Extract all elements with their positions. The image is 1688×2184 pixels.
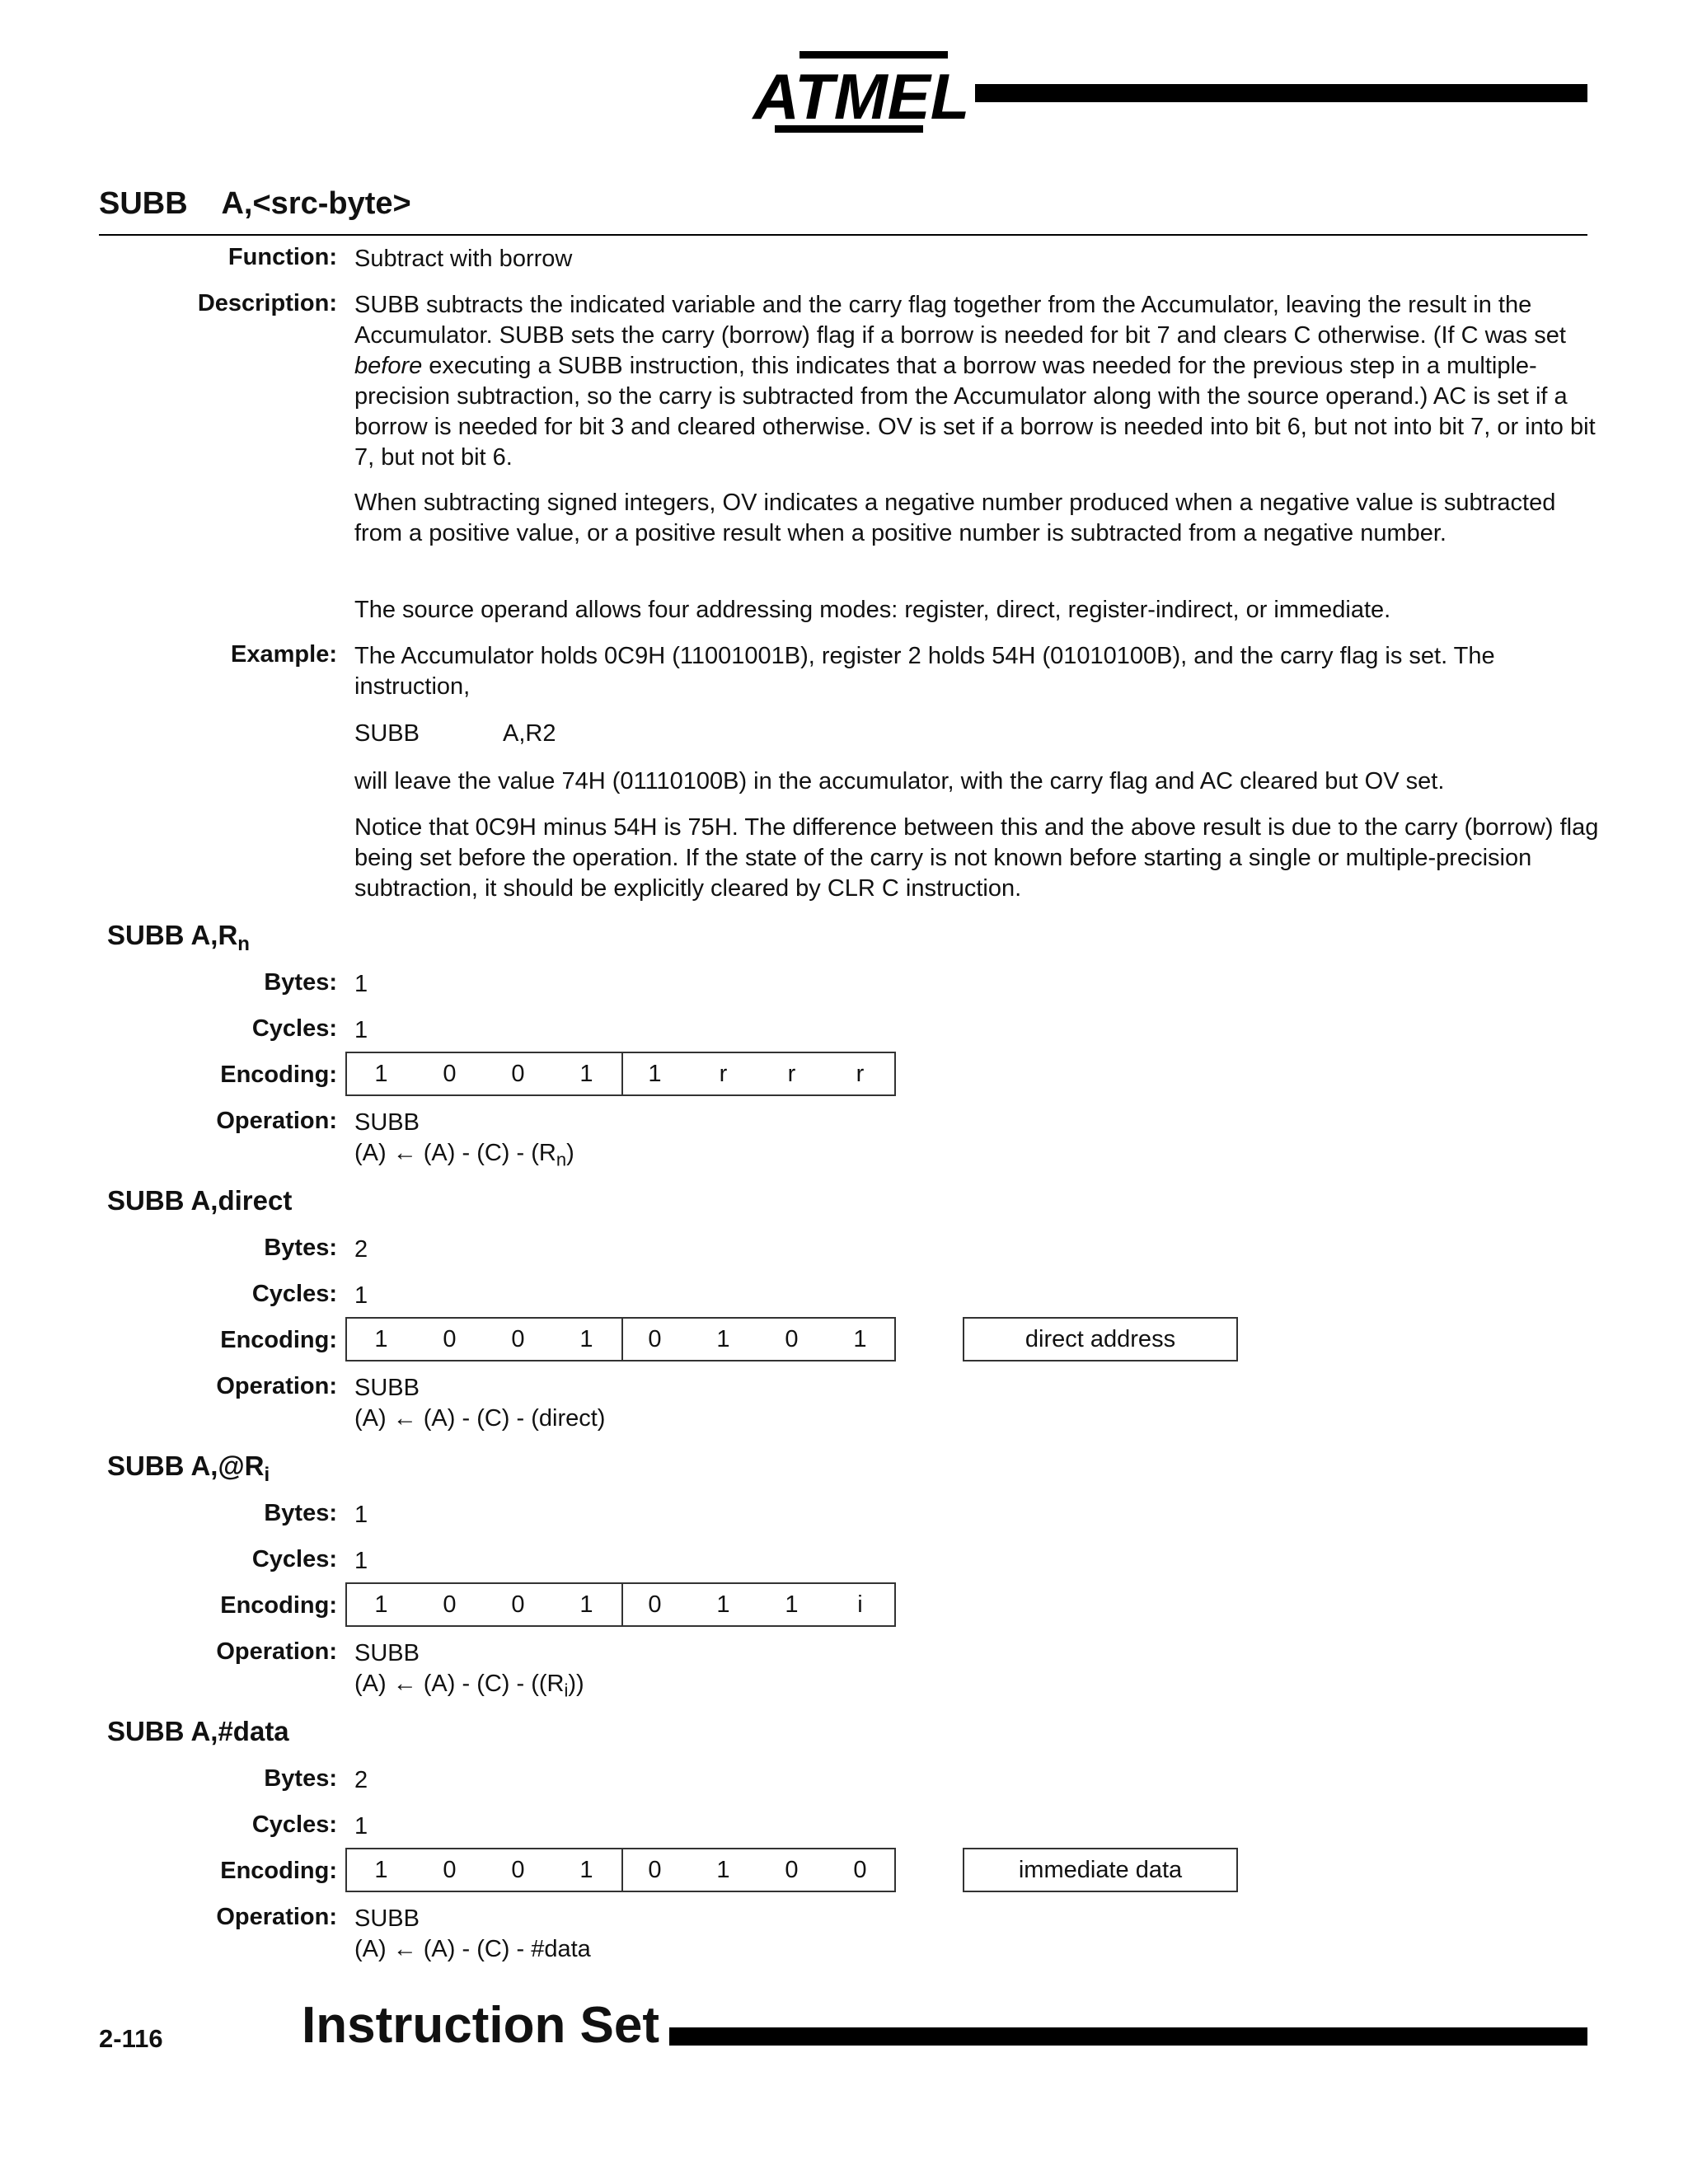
function-label: Function: xyxy=(227,244,337,270)
bytes-label: Bytes: xyxy=(264,969,337,996)
bytes-label: Bytes: xyxy=(264,1765,337,1792)
logo-text: ATMEL xyxy=(753,60,970,133)
encoding-bit: 1 xyxy=(853,1326,867,1352)
encoding-bit: 1 xyxy=(716,1591,730,1618)
encoding-bit: 0 xyxy=(443,1061,457,1087)
encoding-bit: 0 xyxy=(785,1857,799,1883)
encoding-bit: 1 xyxy=(579,1591,593,1618)
encoding-bit: r xyxy=(787,1061,796,1087)
encoding-box xyxy=(345,1848,896,1892)
header-rule xyxy=(975,84,1587,102)
encoding-label: Encoding: xyxy=(220,1062,337,1088)
encoding-bit: 1 xyxy=(648,1061,662,1087)
encoding-bit: 1 xyxy=(374,1591,388,1618)
section-title-indirect: SUBB $A,@R_i$ xyxy=(107,1451,270,1487)
encoding-bit: r xyxy=(856,1061,865,1087)
bytes-value: 1 xyxy=(354,971,368,997)
description-paragraph-1: SUBB subtracts the indicated variable and the carry flag together from the Accumulator, leaving the result in the Accumulator. SUBB sets the carry (borrow) flag if a borrow is needed for bit 7 and clears C otherwise. (If C was set before executing a SUBB instruction, this indicates that a borrow was needed for the previous step in a multiple-precision subtraction, so the carry is subtracted from the Accumulator along with the source operand.) AC is set if a borrow is needed for bit 3 and cleared otherwise. OV is set if a borrow is needed into bit 6, but not into bit 7, or into bit 7, but not bit 6. xyxy=(354,292,1596,471)
encoding-bit: r xyxy=(719,1061,728,1087)
encoding-bit: 0 xyxy=(443,1326,457,1352)
direct-address-box: direct address xyxy=(963,1317,1238,1361)
section-title-immediate: SUBB A,#data xyxy=(107,1716,289,1746)
encoding-bit: 1 xyxy=(716,1326,730,1352)
atmel-logo xyxy=(753,51,970,135)
encoding-box xyxy=(345,1052,896,1096)
section-title-direct: SUBB A,direct xyxy=(107,1185,293,1216)
cycles-value: 1 xyxy=(354,1813,368,1840)
operation-label: Operation: xyxy=(216,1638,337,1665)
encoding-bit: 1 xyxy=(579,1326,593,1352)
function-text: Subtract with borrow xyxy=(354,246,573,272)
encoding-box xyxy=(345,1317,896,1361)
example-paragraph-3: Notice that 0C9H minus 54H is 75H. The difference between this and the above result is due to the carry (borrow) flag being set before the operation. If the state of the carry is not known before starting a single or multiple-precision subtraction, it should be explicitly cleared by CLR C instruction. xyxy=(354,814,1599,902)
encoding-bit: i xyxy=(857,1591,863,1618)
footer-rule xyxy=(669,2027,1587,2046)
operation-label: Operation: xyxy=(216,1904,337,1930)
encoding-bit: 1 xyxy=(579,1061,593,1087)
operation-text: SUBB (A) ← (A) - (C) - (direct) xyxy=(354,1375,606,1432)
page-number: 2-116 xyxy=(99,2024,163,2053)
bytes-value: 1 xyxy=(354,1502,368,1528)
encoding-bit: 0 xyxy=(785,1326,799,1352)
encoding-bit: 0 xyxy=(648,1857,662,1883)
operation-label: Operation: xyxy=(216,1108,337,1134)
section-title-rn: SUBB $A,R_n$ xyxy=(107,920,250,956)
encoding-bit: 0 xyxy=(511,1591,525,1618)
encoding-label: Encoding: xyxy=(220,1858,337,1884)
encoding-bit: 0 xyxy=(853,1857,867,1883)
example-label: Example: xyxy=(231,641,337,668)
description-paragraph-3: The source operand allows four addressing modes: register, direct, register-indirect, or immediate. xyxy=(354,597,1391,623)
operation-text: SUBB (A) ← $(A) - (C) - (R_n)$ xyxy=(354,1109,574,1170)
encoding-box xyxy=(345,1582,896,1627)
example-code-arg: A,R2 xyxy=(503,720,556,747)
page-title: SUBB A,<src-byte> xyxy=(99,186,411,221)
cycles-label: Cycles: xyxy=(251,1281,337,1307)
title-divider xyxy=(99,234,1587,236)
bytes-value: 2 xyxy=(354,1236,368,1263)
bytes-label: Bytes: xyxy=(264,1235,337,1261)
bytes-label: Bytes: xyxy=(264,1500,337,1526)
encoding-bit: 0 xyxy=(443,1857,457,1883)
encoding-bit: 0 xyxy=(511,1061,525,1087)
description-label: Description: xyxy=(197,290,337,316)
encoding-label: Encoding: xyxy=(220,1592,337,1619)
encoding-label: Encoding: xyxy=(220,1327,337,1353)
encoding-bit: 0 xyxy=(511,1326,525,1352)
description-paragraph-2: When subtracting signed integers, OV indicates a negative number produced when a negative value is subtracted from a positive value, or a positive result when a positive number is subtracted from a negative number. xyxy=(354,490,1556,546)
cycles-label: Cycles: xyxy=(251,1546,337,1572)
encoding-bit: 1 xyxy=(374,1061,388,1087)
description-block xyxy=(354,290,1607,473)
example-paragraph-2: will leave the value 74H (01110100B) in the accumulator, with the carry flag and AC cleared but OV set. xyxy=(354,768,1445,794)
encoding-bit: 0 xyxy=(648,1326,662,1352)
example-paragraph-1: The Accumulator holds 0C9H (11001001B), register 2 holds 54H (01010100B), and the carry flag is set. The instruction, xyxy=(354,643,1495,700)
encoding-bit: 0 xyxy=(648,1591,662,1618)
cycles-value: 1 xyxy=(354,1017,368,1043)
cycles-label: Cycles: xyxy=(251,1811,337,1838)
cycles-value: 1 xyxy=(354,1548,368,1574)
encoding-bit: 1 xyxy=(785,1591,799,1618)
operation-label: Operation: xyxy=(216,1373,337,1399)
encoding-bit: 0 xyxy=(511,1857,525,1883)
encoding-bit: 0 xyxy=(443,1591,457,1618)
encoding-bit: 1 xyxy=(716,1857,730,1883)
encoding-bit: 1 xyxy=(374,1857,388,1883)
operation-text: SUBB (A) ← (A) - (C) - #data xyxy=(354,1905,591,1962)
footer-title: Instruction Set xyxy=(302,1997,660,2054)
cycles-label: Cycles: xyxy=(251,1015,337,1042)
example-code-op: SUBB xyxy=(354,720,420,747)
encoding-bit: 1 xyxy=(579,1857,593,1883)
operation-text: SUBB (A) ← $(A) - (C) - ((R_i))$ xyxy=(354,1640,584,1701)
bytes-value: 2 xyxy=(354,1767,368,1793)
cycles-value: 1 xyxy=(354,1282,368,1309)
immediate-data-box: immediate data xyxy=(963,1848,1238,1892)
encoding-bit: 1 xyxy=(374,1326,388,1352)
